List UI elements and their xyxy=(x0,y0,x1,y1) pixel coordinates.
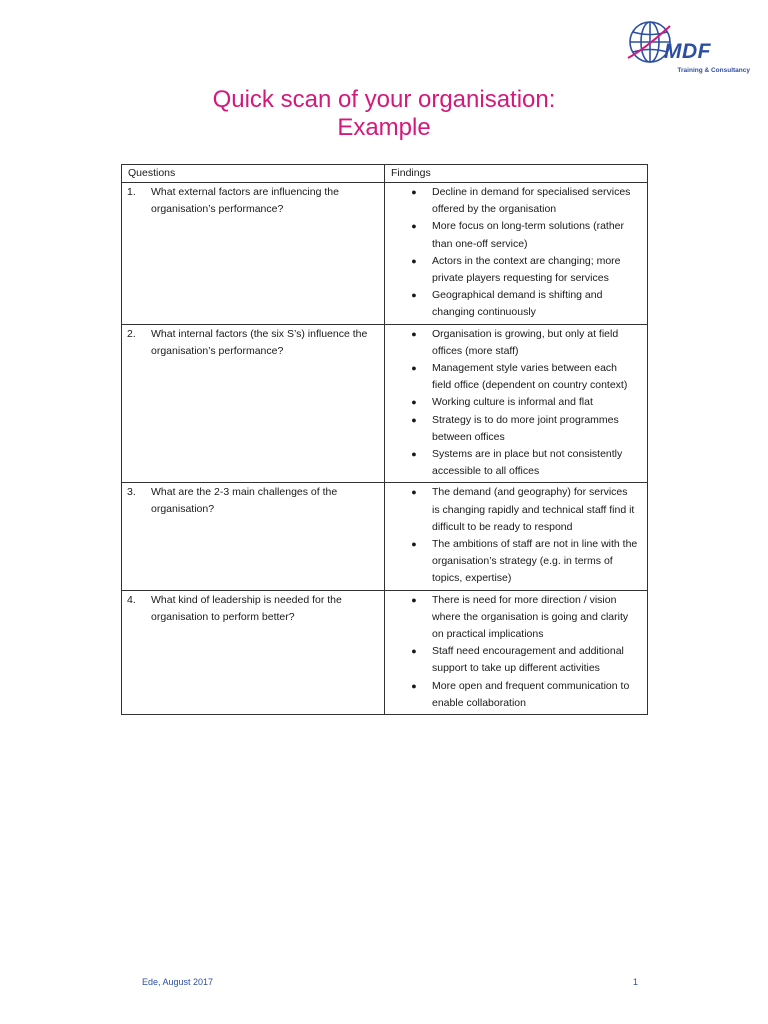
question xyxy=(127,184,379,218)
question-text: What external factors are influencing the organisation’s performance? xyxy=(151,186,339,215)
findings-cell xyxy=(385,590,648,714)
finding-text: Actors in the context are changing; more private players requesting for services xyxy=(432,254,621,285)
question xyxy=(127,326,379,360)
bullet-icon: ● xyxy=(411,397,417,408)
bullet-icon: ● xyxy=(411,594,417,605)
title-line-1: Quick scan of your organisation: xyxy=(212,86,556,113)
question-text: What kind of leadership is needed for the organisation to perform better? xyxy=(151,593,342,623)
question-text: What internal factors (the six S’s) influence the organisation’s performance? xyxy=(151,327,368,357)
bullet-icon: ● xyxy=(411,363,417,374)
question-cell xyxy=(122,483,385,590)
findings-cell xyxy=(385,183,648,325)
title-line-2: Example xyxy=(337,114,431,141)
finding-text: Strategy is to do more joint programmes between offices xyxy=(432,413,619,443)
list-item xyxy=(390,287,642,321)
findings-cell xyxy=(385,324,648,483)
finding-text: Staff need encouragement and additional support to take up different activities xyxy=(432,645,624,675)
page-title xyxy=(0,86,768,142)
list-item xyxy=(390,394,642,411)
findings-list xyxy=(390,484,642,587)
header-findings: Findings xyxy=(385,165,648,183)
finding-text: The demand (and geography) for services is changing rapidly and technical staff find it difficult to be ready to respond xyxy=(432,486,635,533)
bullet-icon: ● xyxy=(411,414,417,425)
question-cell xyxy=(122,324,385,483)
list-item xyxy=(390,412,642,446)
list-item xyxy=(390,678,642,712)
finding-text: More focus on long-term solutions (rather than one-off service) xyxy=(432,220,624,250)
header-questions: Questions xyxy=(122,165,385,183)
findings-list xyxy=(390,326,642,481)
bullet-icon: ● xyxy=(411,487,417,498)
list-item xyxy=(390,484,642,536)
finding-text: The ambitions of staff are not in line with the organisation’s strategy (e.g. in terms of topics, expertise) xyxy=(432,538,638,585)
question-text: What are the 2-3 main challenges of the organisation? xyxy=(151,486,338,516)
footer-location-date: Ede, August 2017 xyxy=(142,977,214,987)
list-item xyxy=(390,360,642,394)
page-number: 1 xyxy=(633,977,639,987)
findings-cell xyxy=(385,483,648,590)
finding-text: Geographical demand is shifting and changing continuously xyxy=(432,289,603,319)
finding-text: Decline in demand for specialised services offered by the organisation xyxy=(432,186,631,216)
question xyxy=(127,484,379,518)
logo-tagline: Training & Consultancy xyxy=(677,67,750,74)
list-item xyxy=(390,253,642,287)
finding-text: Organisation is growing, but only at field offices (more staff) xyxy=(432,327,619,357)
finding-text: Management style varies between each field office (dependent on country context) xyxy=(432,362,628,392)
findings-list xyxy=(390,592,642,712)
bullet-icon: ● xyxy=(411,221,417,232)
list-item xyxy=(390,643,642,677)
bullet-icon: ● xyxy=(411,680,417,691)
finding-text: Working culture is informal and flat xyxy=(432,396,593,409)
list-item xyxy=(390,218,642,252)
table-header-row xyxy=(122,165,648,183)
list-item xyxy=(390,326,642,360)
finding-text: There is need for more direction / vision where the organisation is going and clarity on practical implications xyxy=(432,593,629,641)
bullet-icon: ● xyxy=(411,255,417,266)
table-row xyxy=(122,324,648,483)
logo-wordmark: MDF xyxy=(664,40,711,63)
table-row xyxy=(122,183,648,325)
question-number: 1. xyxy=(127,186,136,198)
list-item xyxy=(390,184,642,218)
finding-text: More open and frequent communication to enable collaboration xyxy=(432,679,630,709)
finding-text: Systems are in place but not consistently accessible to all offices xyxy=(432,448,623,478)
list-item xyxy=(390,536,642,588)
question-number: 4. xyxy=(127,593,136,606)
question xyxy=(127,592,379,626)
bullet-icon: ● xyxy=(411,328,417,339)
bullet-icon: ● xyxy=(411,646,417,657)
question-number: 2. xyxy=(127,327,136,340)
list-item xyxy=(390,592,642,644)
quick-scan-table xyxy=(121,164,648,715)
table-row xyxy=(122,483,648,590)
question-number: 3. xyxy=(127,486,136,499)
findings-list xyxy=(390,184,642,322)
bullet-icon: ● xyxy=(411,539,417,550)
table-row xyxy=(122,590,648,714)
bullet-icon: ● xyxy=(411,449,417,460)
mdf-logo xyxy=(626,18,752,78)
bullet-icon: ● xyxy=(411,290,417,301)
question-cell xyxy=(122,183,385,325)
list-item xyxy=(390,446,642,480)
bullet-icon: ● xyxy=(411,187,417,197)
question-cell xyxy=(122,590,385,714)
